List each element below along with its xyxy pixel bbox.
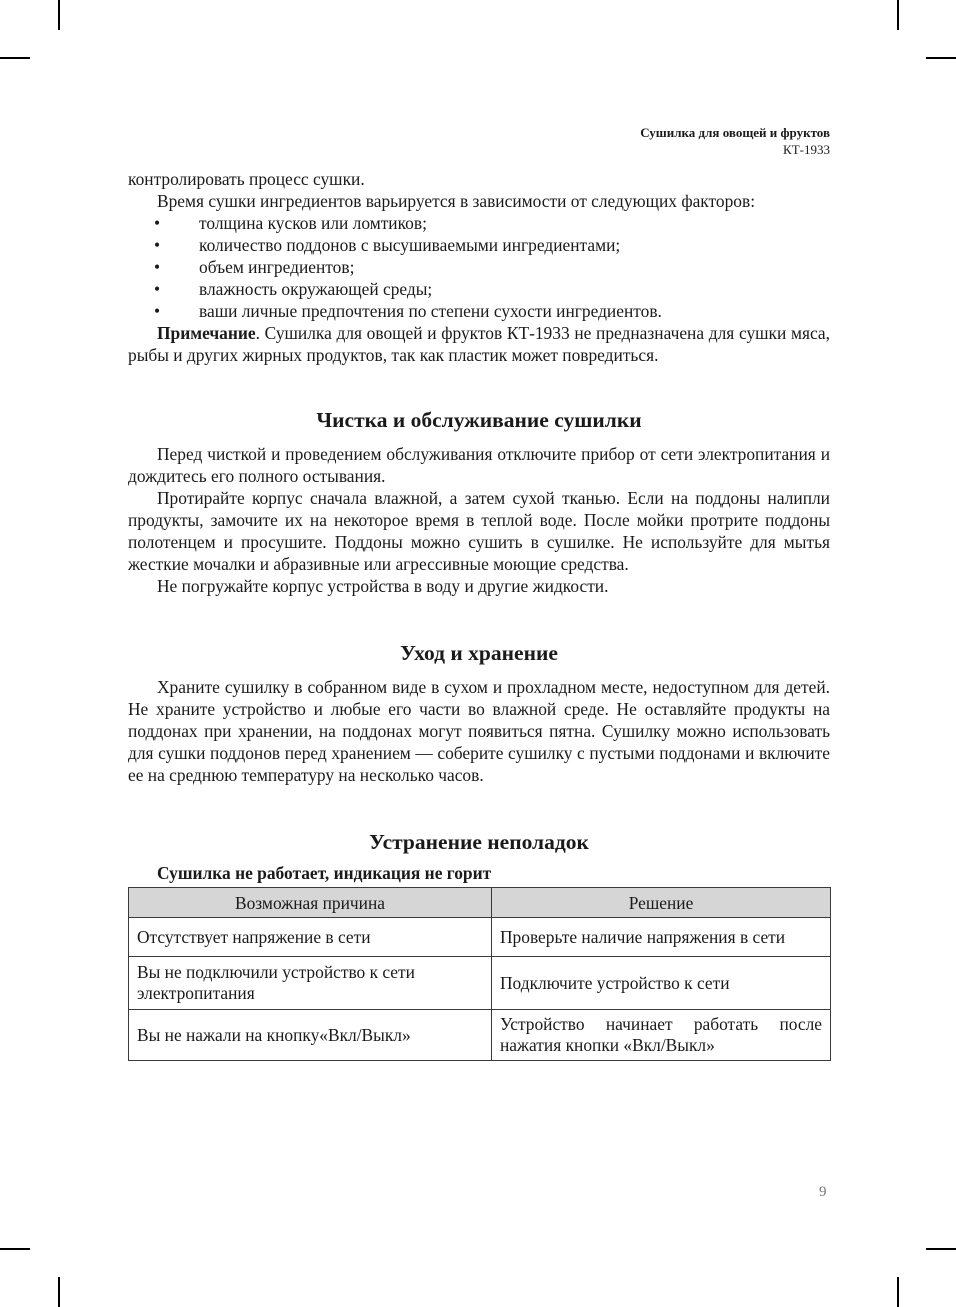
crop-mark-top-left-horizontal bbox=[0, 57, 30, 59]
table-cell-cause: Вы не нажали на кнопку«Вкл/Выкл» bbox=[129, 1010, 492, 1061]
list-item: • ваши личные предпочтения по степени сухости ингредиентов. bbox=[154, 301, 662, 321]
crop-mark-bottom-right-vertical bbox=[897, 1277, 899, 1307]
bullet-icon: • bbox=[154, 213, 161, 233]
crop-mark-top-right-horizontal bbox=[926, 57, 956, 59]
table-row bbox=[129, 918, 831, 957]
section-heading-care: Уход и хранение bbox=[400, 641, 558, 665]
cleaning-paragraph: Протирайте корпус сначала влажной, а затем сухой тканью. Если на поддоны налипли продукты, замочите их на некоторое время в теплой воде. После мойки протрите поддоны полотенцем и просушите. Поддоны можно сушить в сушилке. Не используйте для мытья жесткие мочалки и абразивные или агрессивные моющие средства. bbox=[128, 488, 830, 574]
table-cell-cause: Отсутствует напряжение в сети bbox=[129, 918, 492, 957]
list-item: • влажность окружающей среды; bbox=[154, 279, 433, 299]
running-header-title: Сушилка для овощей и фруктов bbox=[640, 125, 830, 140]
bullet-icon: • bbox=[154, 301, 161, 321]
running-header-model: КТ-1933 bbox=[783, 142, 830, 157]
note-label: Примечание bbox=[157, 323, 256, 343]
care-paragraph: Храните сушилку в собранном виде в сухом и прохладном месте, недоступном для детей. Не храните устройство и любые его части во влажной среде. Не оставляйте продукты на поддонах при хранении, на поддонах могут появиться пятна. Сушилку можно использовать для сушки поддонов перед хранением — соберите сушилку с пустыми поддонами и включите ее на среднюю температуру на несколько часов. bbox=[128, 677, 830, 785]
note-text: . Сушилка для овощей и фруктов КТ-1933 не предназначена для сушки мяса, рыбы и других жирных продуктов, так как пластик может повредиться. bbox=[128, 323, 830, 365]
page-content bbox=[128, 168, 830, 1061]
list-item: • толщина кусков или ломтиков; bbox=[154, 213, 427, 233]
factors-list bbox=[128, 212, 830, 322]
section-heading-cleaning: Чистка и обслуживание сушилки bbox=[316, 408, 642, 432]
crop-mark-top-left-vertical bbox=[58, 0, 60, 30]
column-header-cause: Возможная причина bbox=[129, 888, 492, 918]
bullet-icon: • bbox=[154, 257, 161, 277]
cleaning-paragraph: Не погружайте корпус устройства в воду и другие жидкости. bbox=[157, 576, 609, 596]
page-number: 9 bbox=[819, 1184, 827, 1200]
table-row bbox=[129, 1010, 831, 1061]
troubleshooting-subheading: Сушилка не работает, индикация не горит bbox=[157, 863, 492, 883]
troubleshooting-table bbox=[128, 887, 831, 1061]
bullet-icon: • bbox=[154, 235, 161, 255]
section-heading-troubleshooting: Устранение неполадок bbox=[369, 830, 589, 854]
crop-mark-bottom-right-horizontal bbox=[926, 1248, 956, 1250]
cleaning-paragraph: Перед чисткой и проведением обслуживания отключите прибор от сети электропитания и дождитесь его полного остывания. bbox=[128, 444, 830, 486]
crop-mark-top-right-vertical bbox=[897, 0, 899, 30]
table-cell-cause: Вы не подключили устройство к сети электропитания bbox=[129, 957, 492, 1010]
table-row bbox=[129, 957, 831, 1010]
bullet-icon: • bbox=[154, 279, 161, 299]
table-cell-solution: Проверьте наличие напряжения в сети bbox=[492, 918, 831, 957]
table-cell-solution: Подключите устройство к сети bbox=[492, 957, 831, 1010]
factors-lead: Время сушки ингредиентов варьируется в зависимости от следующих факторов: bbox=[157, 191, 756, 211]
list-item: • количество поддонов с высушиваемыми ингредиентами; bbox=[154, 235, 621, 255]
note-paragraph bbox=[128, 322, 830, 366]
running-header bbox=[640, 124, 830, 158]
column-header-solution: Решение bbox=[492, 888, 831, 918]
list-item: • объем ингредиентов; bbox=[154, 257, 355, 277]
crop-mark-bottom-left-horizontal bbox=[0, 1248, 30, 1250]
continuation-text: контролировать процесс сушки. bbox=[128, 169, 365, 189]
crop-mark-bottom-left-vertical bbox=[58, 1277, 60, 1307]
table-cell-solution: Устройство начинает работать после нажатия кнопки «Вкл/Выкл» bbox=[492, 1010, 831, 1061]
table-header-row bbox=[129, 888, 831, 918]
